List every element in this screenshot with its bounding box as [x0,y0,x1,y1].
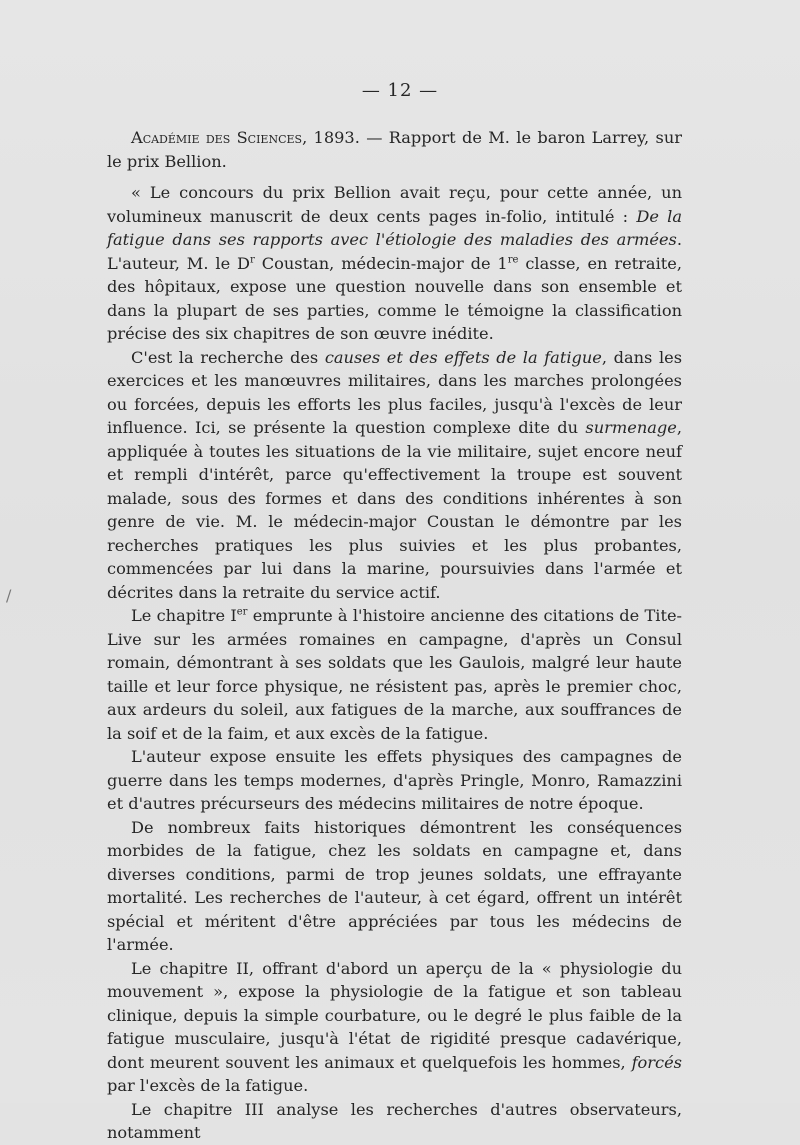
p1-work-title: De la fatigue dans ses rapports avec l'étiologie des maladies des armées [107,206,682,249]
p2-text-c: , appliquée à toutes les situations de la vie militaire, sujet encore neuf et rempli d'intérêt, parce qu'effectivement la troupe est souvent malade, sous des formes et dans des conditions inhérentes à son genre de vie. M. le médecin-major Coustan le démontre par les recherches pratiques les plus suivies et les plus probantes, commencées par lui dans la marine, poursuivies dans l'armée et décrites dans la retraite du service actif. [107,418,682,602]
p1-text-d: classe, en retraite, des hôpitaux, expose une question nouvelle dans son ensemble et dans la plupart de ses parties, comme le témoigne la classification précise des six chapitres de son œuvre inédite. [107,253,682,343]
p2-text-a: C'est la recherche des [131,347,325,367]
p2-italic-2: surmenage [585,418,677,437]
paragraph-6 [107,957,682,1098]
p3-text-a: Le chapitre I [131,606,237,625]
page-number: — 12 — [361,80,439,101]
p1-text-a: « Le concours du prix Bellion avait reçu, pour cette année, un volumineux manuscrit de deux cents pages in-folio, intitulé : [107,183,682,226]
paragraph-7: Le chapitre III analyse les recherches d'autres observateurs, notamment [107,1099,682,1142]
p6-italic: forcés [631,1052,682,1072]
paragraph-3 [107,604,682,745]
p2-italic: causes et des effets de la fatigue [324,347,602,367]
p1-text-b: . L'auteur, M. le D [107,230,682,273]
paragraph-4: L'auteur expose ensuite les effets physiques des campagnes de guerre dans les temps modernes, d'après Pringle, Monro, Ramazzini et d'autres précurseurs des médecins militaires de notre époque. [107,747,682,813]
p3-sup: er [236,606,248,618]
p2-text-b: , dans les exercices et les manœuvres militaires, dans les marches prolongées ou forcées, depuis les efforts les plus faciles, jusqu'à l'excès de leur influence. Ici, se présente la question complexe dite du [107,347,683,437]
heading-rest: , 1893. — Rapport de M. le baron Larrey, sur le prix Bellion. [107,128,682,171]
body-text [107,126,682,1145]
p1-sup-re: re [507,254,519,266]
heading-paragraph [107,126,682,173]
paragraph-1 [107,181,682,346]
paragraph-2 [107,346,682,605]
p1-text-c: Coustan, médecin-major de 1 [254,253,508,273]
margin-mark: / [6,586,12,605]
paragraph-5: De nombreux faits historiques démontrent les conséquences morbides de la fatigue, chez les soldats en campagne et, dans diverses conditions, parmi de trop jeunes soldats, une effrayante mortalité. Les recherches de l'auteur, à cet égard, offrent un intérêt spécial et méritent d'être appréciées par tous les médecins de l'armée. [107,817,682,954]
p1-sup-r: r [250,254,255,266]
p3-text-b: emprunte à l'histoire ancienne des citations de Tite-Live sur les armées romaines en campagne, d'après un Consul romain, démontrant à ses soldats que les Gaulois, malgré leur haute taille et leur force physique, ne résistent pas, après le premier choc, aux ardeurs du soleil, aux fatigues de la marche, aux souffrances de la soif et de la faim, et aux excès de la fatigue. [107,606,682,743]
p6-text-a: Le chapitre II, offrant d'abord un aperçu de la « physiologie du mouvement », expose la physiologie de la fatigue et son tableau clinique, depuis la simple courbature, ou le degré le plus faible de la fatigue musculaire, jusqu'à l'état de rigidité presque cadavérique, dont meurent souvent les animaux et quelquefois les hommes, [107,958,682,1072]
p6-text-b: par l'excès de la fatigue. [107,1076,309,1095]
heading-org: Académie des Sciences [131,128,303,147]
